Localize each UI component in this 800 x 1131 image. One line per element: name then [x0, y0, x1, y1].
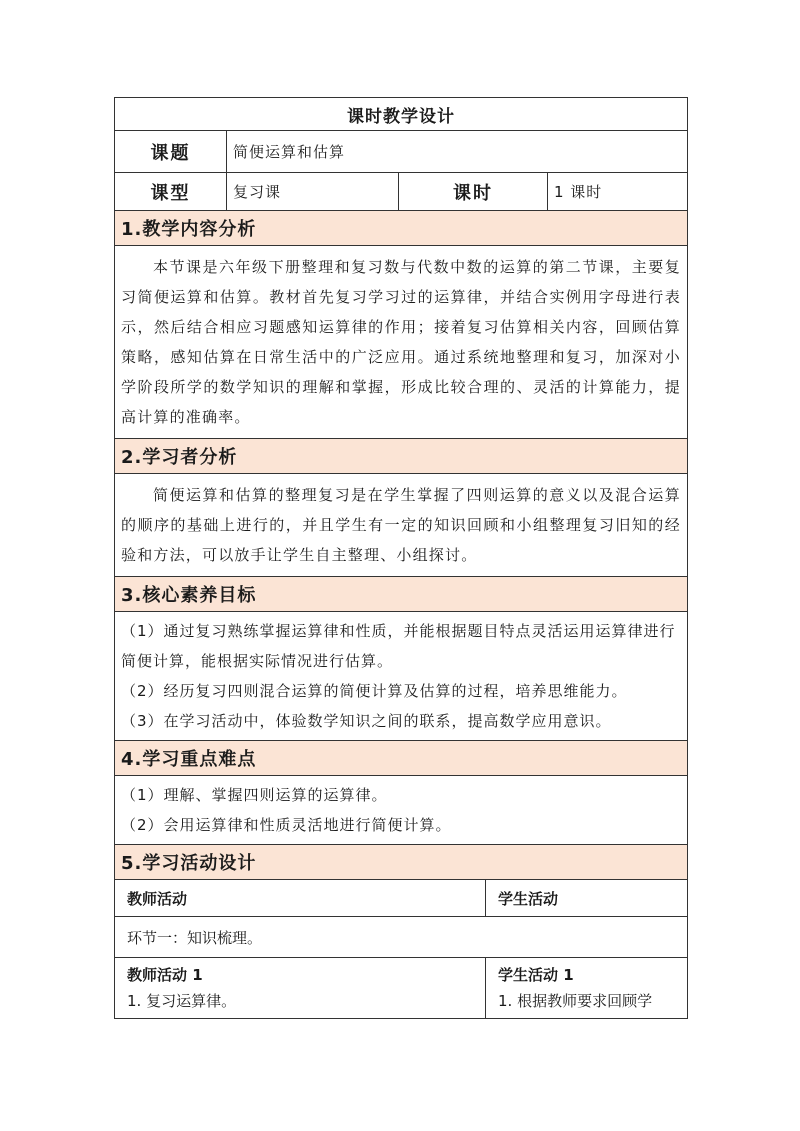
student-activity-line: 1. 根据教师要求回顾学 [498, 992, 653, 1010]
type-label: 课型 [115, 173, 227, 211]
section-3-heading-row [115, 577, 688, 612]
section-2-heading-row [115, 439, 688, 474]
goal-item: （3）在学习活动中，体验数学知识之间的联系，提高数学应用意识。 [121, 712, 612, 730]
document-title: 课时教学设计 [115, 98, 688, 131]
type-row [115, 173, 688, 211]
section-2-body-row [115, 474, 688, 577]
section-heading: 2.学习者分析 [115, 439, 688, 474]
lesson-design-document [114, 97, 687, 1019]
lesson-design-table [114, 97, 688, 880]
period-label: 课时 [399, 173, 548, 211]
key-point-item: （2）会用运算律和性质灵活地进行简便计算。 [121, 816, 452, 834]
section-4-body-row [115, 776, 688, 845]
section-1-heading-row [115, 211, 688, 246]
key-point-item: （1）理解、掌握四则运算的运算律。 [121, 786, 388, 804]
section-heading: 4.学习重点难点 [115, 741, 688, 776]
section-heading: 5.学习活动设计 [115, 845, 688, 880]
teacher-activity-cell [115, 958, 486, 1019]
goal-item: （1）通过复习熟练掌握运算律和性质，并能根据题目特点灵活运用运算律进行简便计算，能根据实际情况进行估算。 [121, 622, 676, 670]
section-5-heading-row [115, 845, 688, 880]
section-heading: 3.核心素养目标 [115, 577, 688, 612]
step-row [115, 917, 688, 958]
topic-label: 课题 [115, 131, 227, 173]
teacher-column-header: 教师活动 [115, 880, 486, 917]
teacher-activity-title: 教师活动 1 [127, 966, 203, 984]
student-activity-title: 学生活动 1 [498, 966, 574, 984]
section-3-body-row [115, 612, 688, 741]
student-activity-cell [486, 958, 688, 1019]
activity-table [114, 880, 688, 1019]
type-value: 复习课 [227, 173, 399, 211]
activity-header-row [115, 880, 688, 917]
step-title: 环节一：知识梳理。 [115, 917, 688, 958]
activity-row [115, 958, 688, 1019]
period-value: 1 课时 [548, 173, 688, 211]
teacher-activity-line: 1. 复习运算律。 [127, 992, 237, 1010]
student-column-header: 学生活动 [486, 880, 688, 917]
section-paragraph: 简便运算和估算的整理复习是在学生掌握了四则运算的意义以及混合运算的顺序的基础上进行的，并且学生有一定的知识回顾和小组整理复习旧知的经验和方法，可以放手让学生自主整理、小组探讨。 [121, 486, 681, 564]
goal-item: （2）经历复习四则混合运算的简便计算及估算的过程，培养思维能力。 [121, 682, 628, 700]
topic-row [115, 131, 688, 173]
title-row [115, 98, 688, 131]
section-4-heading-row [115, 741, 688, 776]
section-paragraph: 本节课是六年级下册整理和复习数与代数中数的运算的第二节课，主要复习简便运算和估算。教材首先复习学习过的运算律，并结合实例用字母进行表示，然后结合相应习题感知运算律的作用；接着复习估算相关内容，回顾估算策略，感知估算在日常生活中的广泛应用。通过系统地整理和复习，加深对小学阶段所学的数学知识的理解和掌握，形成比较合理的、灵活的计算能力，提高计算的准确率。 [121, 258, 681, 426]
section-heading: 1.教学内容分析 [115, 211, 688, 246]
topic-value: 简便运算和估算 [227, 131, 688, 173]
section-1-body-row [115, 246, 688, 439]
